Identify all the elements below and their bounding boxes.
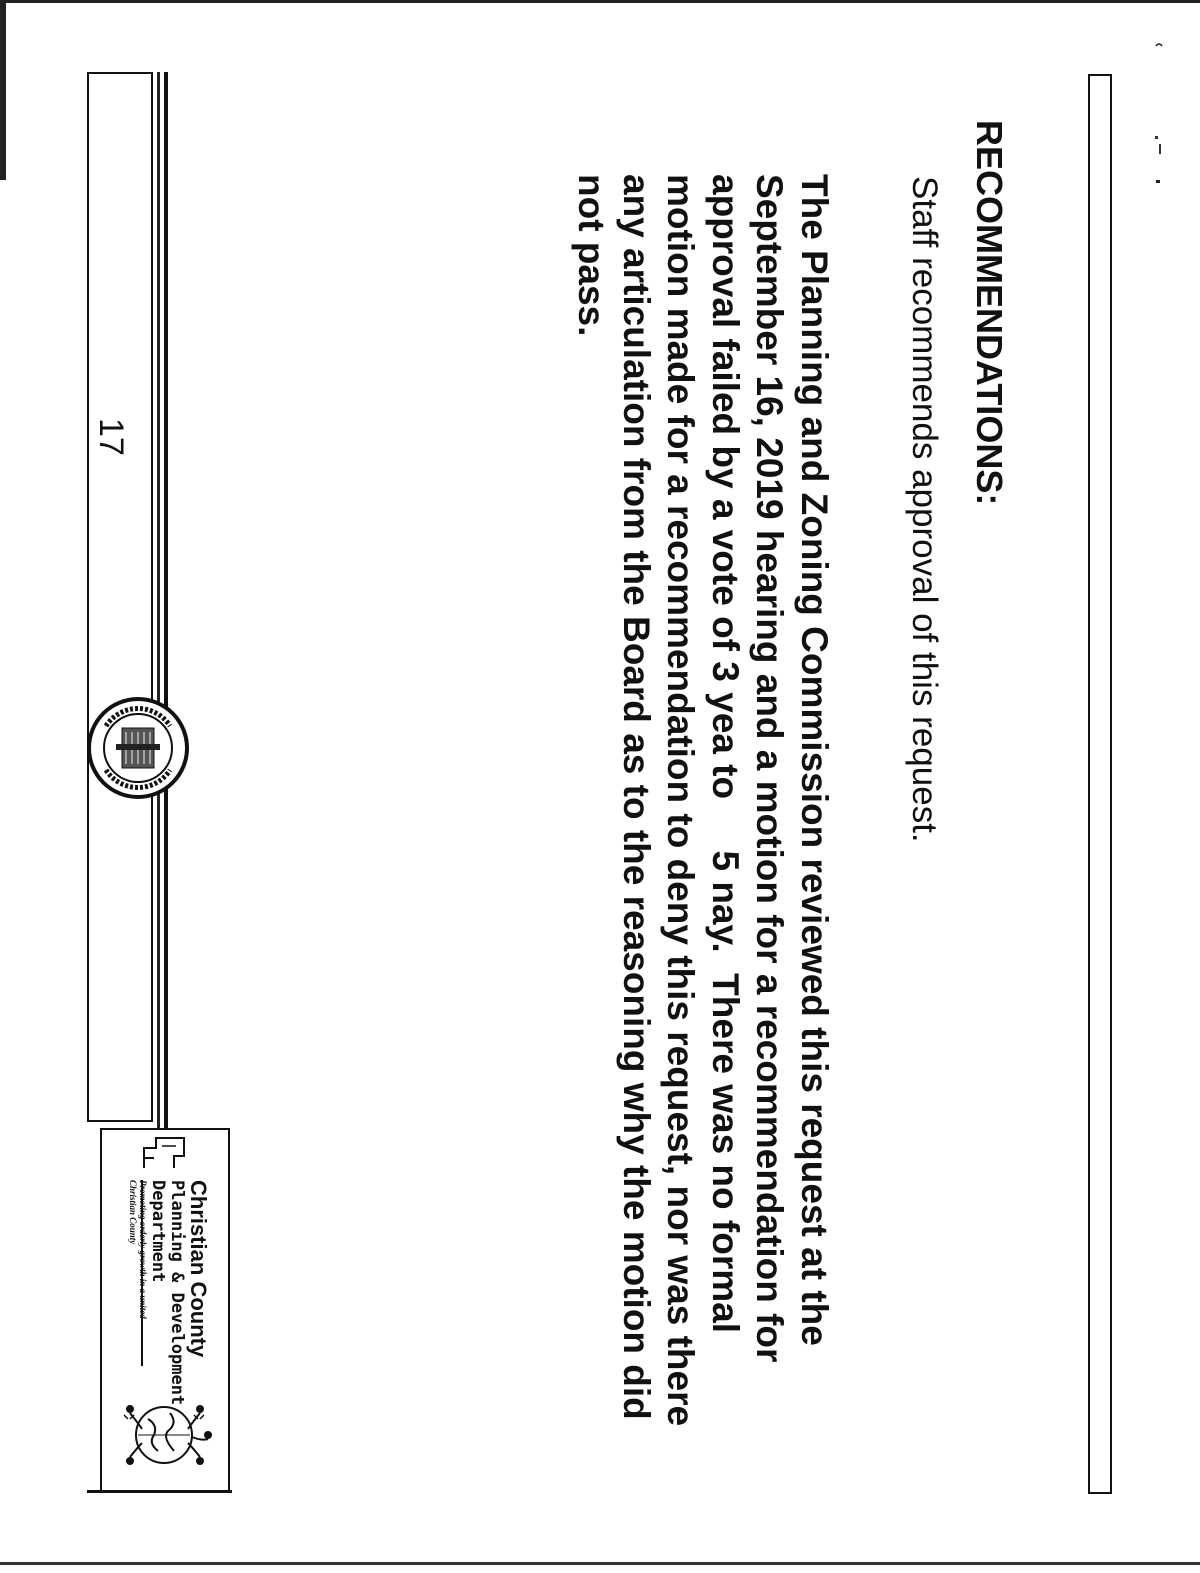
slide-frame-rule [164, 72, 168, 1132]
paragraph-line: motion made for a recommendation to deny this request, nor was there [660, 174, 702, 1427]
paragraph-line: approval failed by a vote of 3 yea to 5 nay. There was no formal [705, 174, 746, 1333]
house-outline-icon [140, 1134, 200, 1170]
slide-frame-top-bar [1088, 74, 1112, 1494]
globe-with-people-icon [108, 1395, 220, 1475]
slide-frame-bottom-bar [87, 72, 153, 1122]
slide-frame-rule [157, 72, 160, 1132]
planning-department-logo-text [128, 1180, 210, 1405]
slide-frame-rule [87, 1490, 232, 1493]
paragraph-line: September 16, 2019 hearing and a motion for a recommendation for [749, 174, 791, 1363]
paragraph-line: any articulation from the Board as to the reasoning why the motion did [616, 174, 657, 1420]
recommendations-heading: RECOMMENDATIONS: [969, 120, 1010, 506]
logo-subtitle: Planning & Development [167, 1180, 187, 1406]
commission-review-paragraph [569, 174, 836, 1426]
logo-title: Christian County [186, 1180, 211, 1358]
paragraph-line: The Planning and Zoning Commission reviewed this request at the [794, 174, 835, 1346]
scan-bottom-edge [0, 1562, 1200, 1565]
scan-speck-marks [1150, 40, 1170, 190]
scan-top-edge [0, 0, 1200, 3]
page-number: 17 [92, 418, 130, 456]
staff-recommendation-text: Staff recommends approval of this request. [905, 176, 944, 843]
logo-subtitle: Department [148, 1180, 168, 1283]
county-seal-icon [86, 696, 190, 800]
logo-tagline: Promoting orderly growth in a united [138, 1180, 148, 1319]
paragraph-line: not pass. [571, 174, 613, 337]
logo-tagline: Christian County [128, 1180, 138, 1245]
scan-left-edge [0, 0, 6, 180]
